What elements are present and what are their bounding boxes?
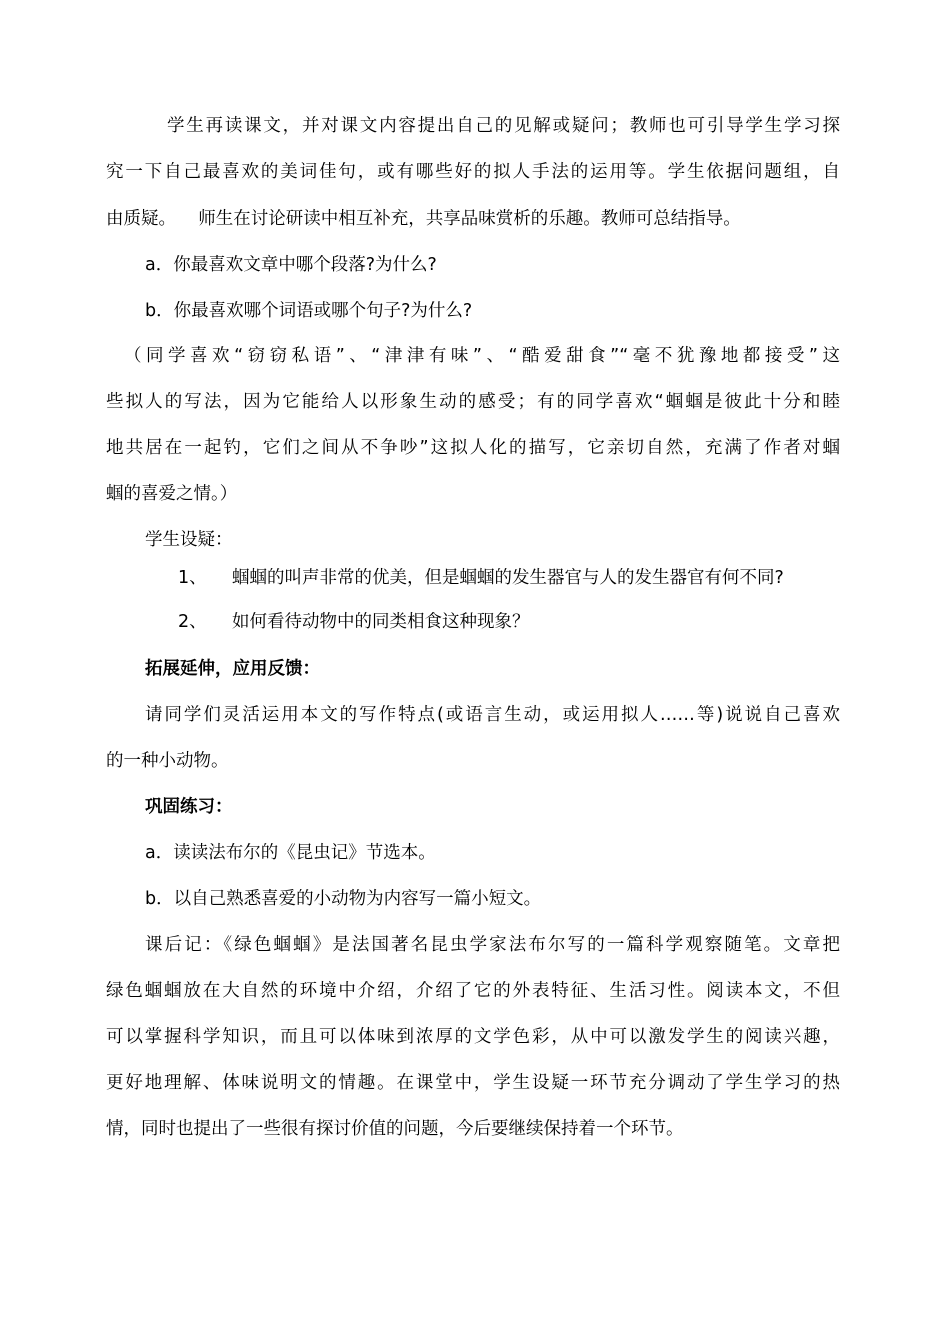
doubt-1-text: 蝈蝈的叫声非常的优美，但是蝈蝈的发生器官与人的发生器官有何不同? bbox=[232, 568, 784, 588]
question-a: a．你最喜欢文章中哪个段落?为什么? bbox=[145, 255, 437, 275]
paragraph-2-line-4: 蝈的喜爱之情。） bbox=[106, 484, 238, 504]
doubt-2-text: 如何看待动物中的同类相食这种现象？ bbox=[232, 612, 530, 632]
paragraph-4-line-5: 情，同时也提出了一些很有探讨价值的问题，今后要继续保持着一个环节。 bbox=[106, 1119, 684, 1139]
heading-practice: 巩固练习： bbox=[145, 797, 233, 817]
paragraph-4-line-2: 绿色蝈蝈放在大自然的环境中介绍，介绍了它的外表特征、生活习性。阅读本文，不但 bbox=[106, 981, 840, 1001]
paragraph-3-line-1: 请同学们灵活运用本文的写作特点(或语言生动，或运用拟人……等)说说自己喜欢 bbox=[145, 705, 840, 725]
paragraph-4-line-1: 课后记：《绿色蝈蝈》是法国著名昆虫学家法布尔写的一篇科学观察随笔。文章把 bbox=[145, 935, 840, 955]
paragraph-1-line-2: 究一下自己最喜欢的美词佳句，或有哪些好的拟人手法的运用等。学生依据问题组，自 bbox=[106, 162, 840, 182]
paragraph-4-line-4: 更好地理解、体味说明文的情趣。在课堂中，学生设疑一环节充分调动了学生学习的热 bbox=[106, 1073, 840, 1093]
paragraph-1-line-3: 由质疑。 师生在讨论研读中相互补充，共享品味赏析的乐趣。教师可总结指导。 bbox=[106, 209, 741, 229]
paragraph-2-line-2: 些拟人的写法，因为它能给人以形象生动的感受；有的同学喜欢“蝈蝈是彼此十分和睦 bbox=[106, 392, 840, 412]
heading-extension: 拓展延伸，应用反馈： bbox=[145, 659, 320, 679]
paragraph-2-line-1: （同学喜欢“窃窃私语”、“津津有味”、“酷爱甜食”“毫不犹豫地都接受”这 bbox=[124, 346, 840, 366]
doubt-2-number: 2、 bbox=[178, 612, 207, 632]
doubt-label: 学生设疑： bbox=[145, 530, 233, 550]
exercise-b: b．以自己熟悉喜爱的小动物为内容写一篇小短文。 bbox=[145, 889, 542, 909]
paragraph-1-line-1: 学生再读课文，并对课文内容提出自己的见解或疑问；教师也可引导学生学习探 bbox=[167, 116, 840, 136]
paragraph-3-line-2: 的一种小动物。 bbox=[106, 751, 229, 771]
exercise-a: a．读读法布尔的《昆虫记》节选本。 bbox=[145, 843, 436, 863]
question-b: b．你最喜欢哪个词语或哪个句子?为什么? bbox=[145, 301, 473, 321]
paragraph-4-line-3: 可以掌握科学知识，而且可以体味到浓厚的文学色彩，从中可以激发学生的阅读兴趣， bbox=[106, 1027, 840, 1047]
paragraph-2-line-3: 地共居在一起钓，它们之间从不争吵”这拟人化的描写，它亲切自然，充满了作者对蝈 bbox=[106, 438, 840, 458]
doubt-1-number: 1、 bbox=[178, 568, 207, 588]
